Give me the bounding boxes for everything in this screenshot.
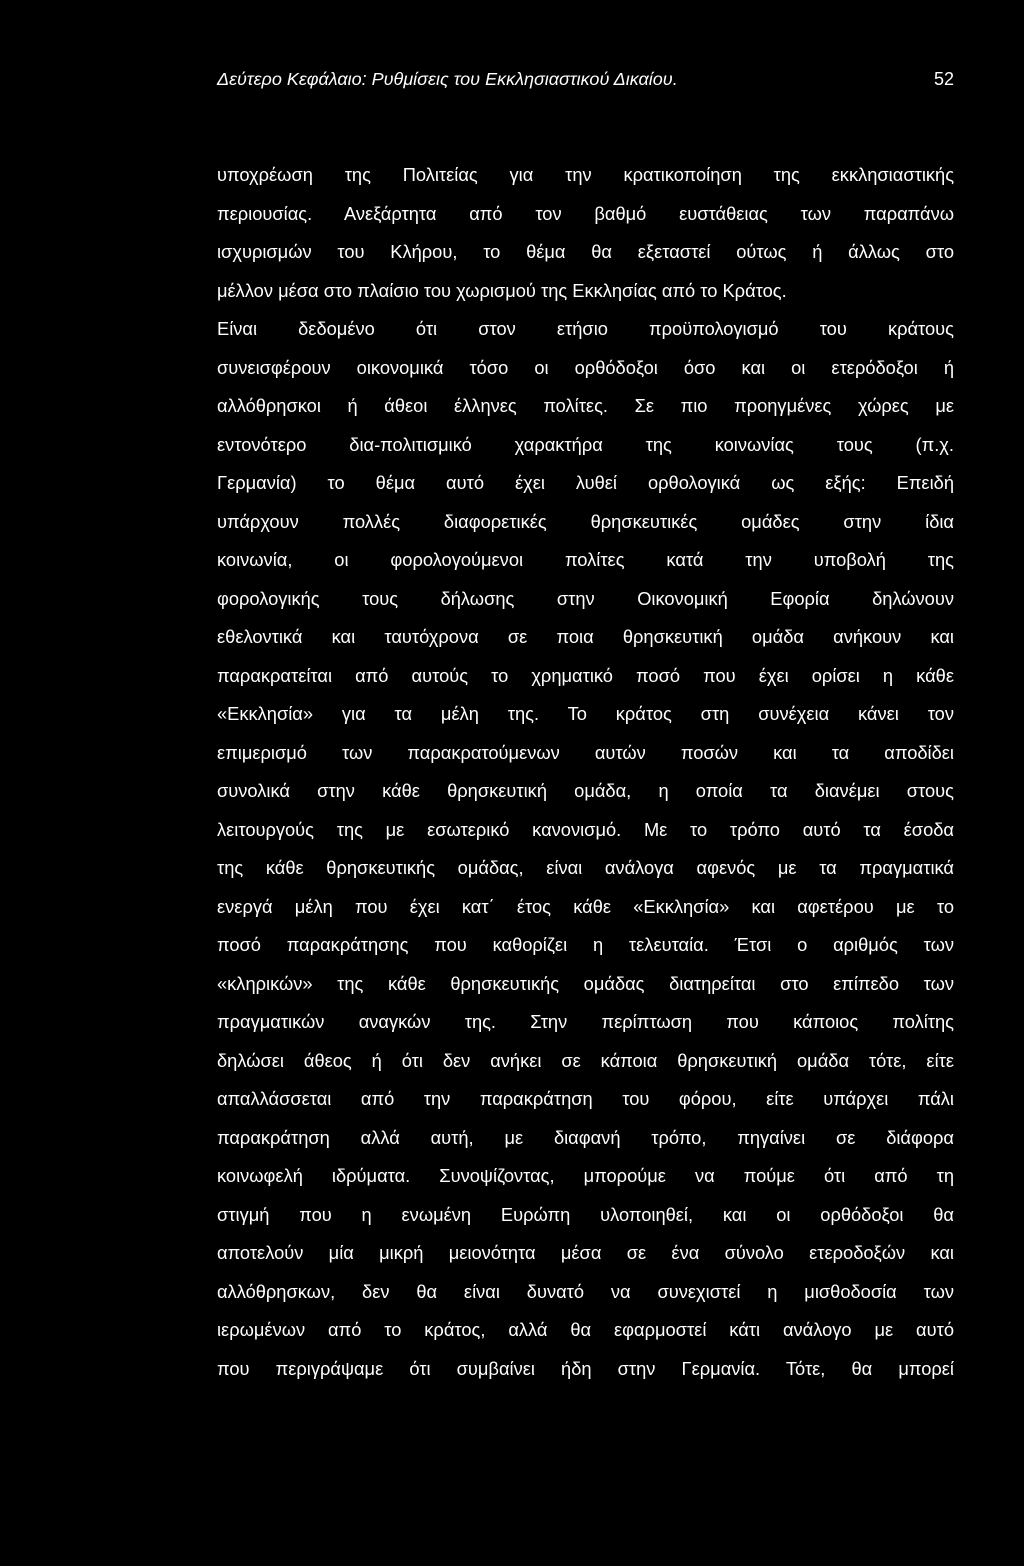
text-line: ισχυρισμών του Κλήρου, το θέμα θα εξεταστεί ούτως ή άλλως στο xyxy=(217,241,954,262)
text-line: της κάθε θρησκευτικής ομάδας, είναι ανάλογα αφενός με τα πραγματικά xyxy=(217,857,954,878)
text-line: απαλλάσσεται από την παρακράτηση του φόρου, είτε υπάρχει πάλι xyxy=(217,1088,954,1109)
text-line: υπάρχουν πολλές διαφορετικές θρησκευτικές ομάδες στην ίδια xyxy=(217,510,954,532)
text-line: μέλλον μέσα στο πλαίσιο του χωρισμού της Εκκλησίας από το Κράτος. xyxy=(217,279,787,301)
text-line: ιερωμένων από το κράτος, αλλά θα εφαρμοστεί κάτι ανάλογο με αυτό xyxy=(217,1319,954,1340)
text-line: «Εκκλησία» για τα μέλη της. Το κράτος στη συνέχεια κάνει τον xyxy=(217,703,954,724)
text-line: λειτουργούς της με εσωτερικό κανονισμό. Με το τρόπο αυτό τα έσοδα xyxy=(217,818,954,840)
text-line: υποχρέωση της Πολιτείας για την κρατικοποίηση της εκκλησιαστικής xyxy=(217,164,954,185)
text-line: συνολικά στην κάθε θρησκευτική ομάδα, η οποία τα διανέμει στους xyxy=(217,780,954,801)
text-line: «κληρικών» της κάθε θρησκευτικής ομάδας διατηρείται στο επίπεδο των xyxy=(217,972,954,994)
chapter-title: Δεύτερο Κεφάλαιο: Ρυθμίσεις του Εκκλησιαστικού Δικαίου. xyxy=(217,69,678,89)
text-line: εθελοντικά και ταυτόχρονα σε ποια θρησκευτική ομάδα ανήκουν και xyxy=(217,626,954,647)
text-line: στιγμή που η ενωμένη Ευρώπη υλοποιηθεί, και οι ορθόδοξοι θα xyxy=(217,1203,954,1225)
text-line: αλλόθρησκων, δεν θα είναι δυνατό να συνεχιστεί η μισθοδοσία των xyxy=(217,1280,954,1302)
text-line: επιμερισμό των παρακρατούμενων αυτών ποσών και τα αποδίδει xyxy=(217,741,954,763)
text-line: δηλώσει άθεος ή ότι δεν ανήκει σε κάποια θρησκευτική ομάδα τότε, είτε xyxy=(217,1049,954,1071)
text-line: κοινωνία, οι φορολογούμενοι πολίτες κατά την υποβολή της xyxy=(217,549,954,570)
text-line: παρακράτηση αλλά αυτή, με διαφανή τρόπο, πηγαίνει σε διάφορα xyxy=(217,1126,954,1148)
page-number: 52 xyxy=(933,69,954,89)
body-paragraph xyxy=(217,156,954,1388)
text-line: περιουσίας. Ανεξάρτητα από τον βαθμό ευστάθειας των παραπάνω xyxy=(217,202,954,224)
text-line: αποτελούν μία μικρή μειονότητα μέσα σε ένα σύνολο ετεροδοξών και xyxy=(217,1242,954,1263)
text-line: εντονότερο δια-πολιτισμικό χαρακτήρα της κοινωνίας τους (π.χ. xyxy=(217,433,954,455)
text-line: που περιγράψαμε ότι συμβαίνει ήδη στην Γερμανία. Τότε, θα μπορεί xyxy=(217,1357,954,1379)
text-line: συνεισφέρουν οικονομικά τόσο οι ορθόδοξοι όσο και οι ετερόδοξοι ή xyxy=(217,356,954,378)
text-line: κοινωφελή ιδρύματα. Συνοψίζοντας, μπορούμε να πούμε ότι από τη xyxy=(217,1165,954,1186)
text-line: ποσό παρακράτησης που καθορίζει η τελευταία. Έτσι ο αριθμός των xyxy=(217,934,954,955)
text-line: Είναι δεδομένο ότι στον ετήσιο προϋπολογισμό του κράτους xyxy=(217,318,954,339)
text-line: αλλόθρησκοι ή άθεοι έλληνες πολίτες. Σε πιο προηγμένες χώρες με xyxy=(217,395,954,416)
text-line: πραγματικών αναγκών της. Στην περίπτωση που κάποιος πολίτης xyxy=(217,1011,954,1032)
text-line: Γερμανία) το θέμα αυτό έχει λυθεί ορθολογικά ως εξής: Επειδή xyxy=(217,472,954,493)
text-line: φορολογικής τους δήλωσης στην Οικονομική Εφορία δηλώνουν xyxy=(217,587,954,609)
running-header xyxy=(217,64,954,94)
text-line: ενεργά μέλη που έχει κατ΄ έτος κάθε «Εκκλησία» και αφετέρου με το xyxy=(217,895,954,917)
text-line: παρακρατείται από αυτούς το χρηματικό ποσό που έχει ορίσει η κάθε xyxy=(217,664,954,686)
